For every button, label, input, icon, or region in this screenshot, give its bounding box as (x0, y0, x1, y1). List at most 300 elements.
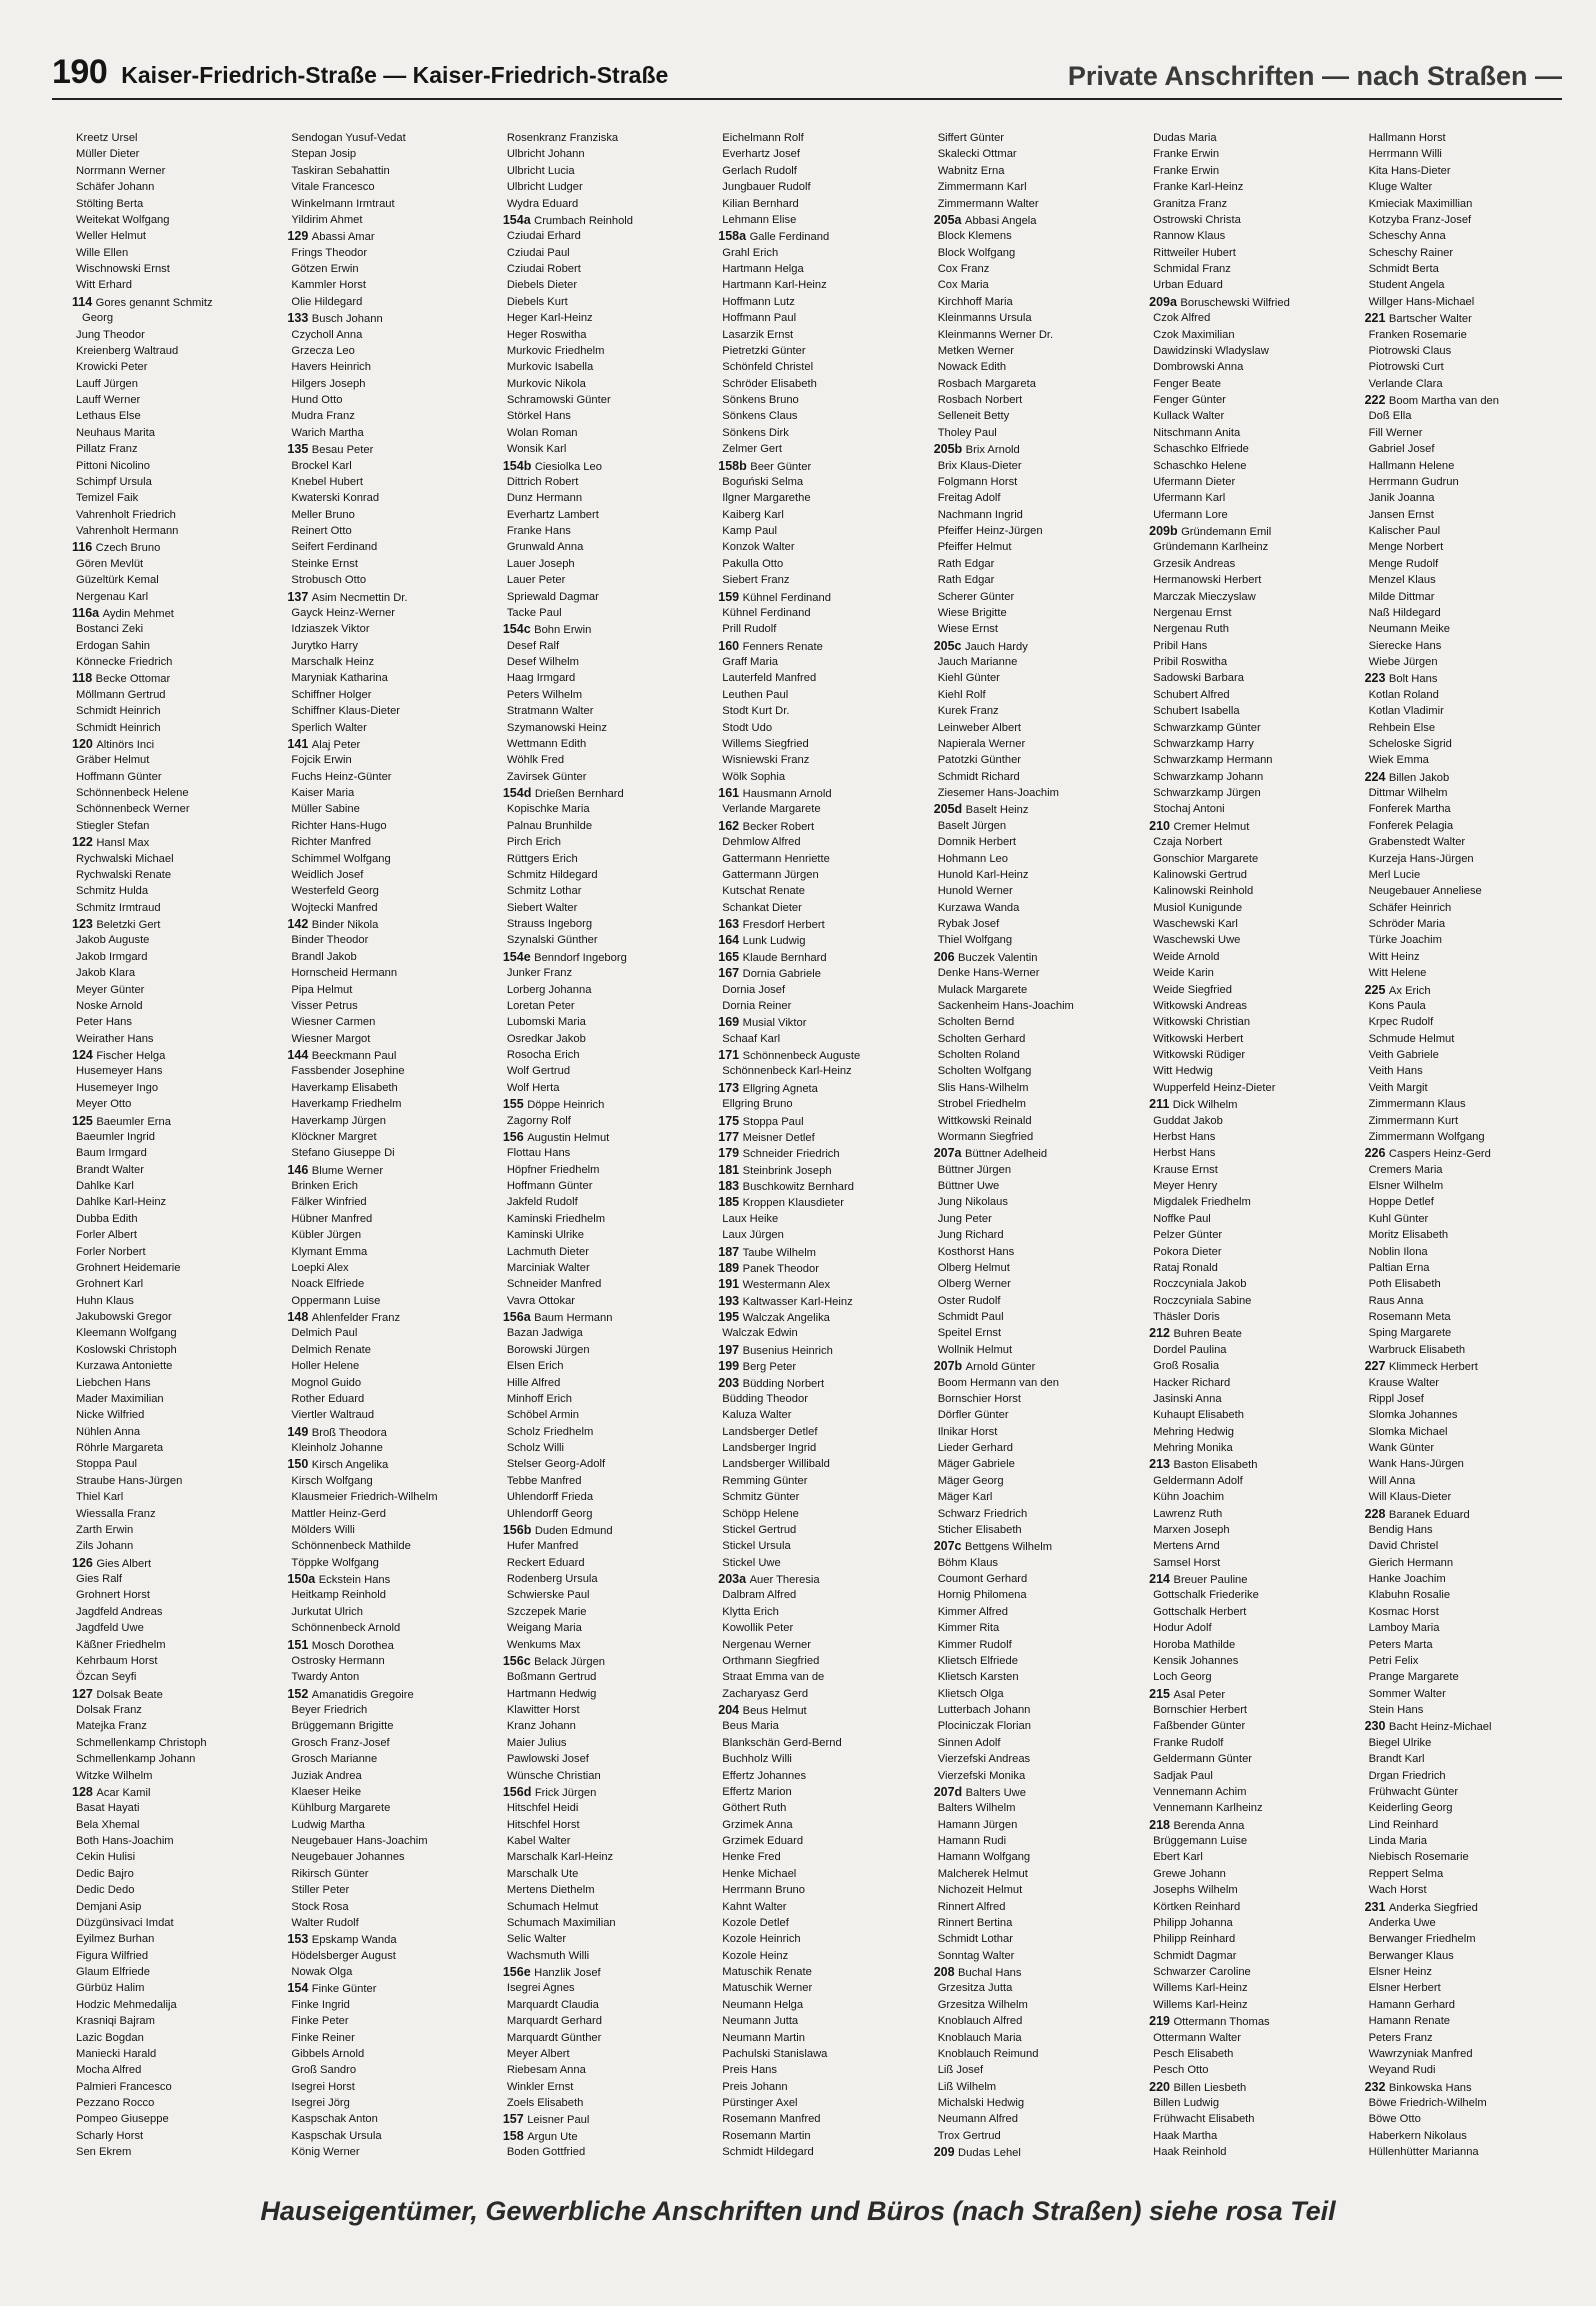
resident-name: Seifert Ferdinand (291, 541, 378, 554)
resident-name: Jakob Klara (76, 967, 136, 980)
resident-name: Hornscheid Hermann (291, 967, 398, 980)
resident-name: Witt Hedwig (1153, 1065, 1213, 1078)
directory-entry (1365, 1882, 1572, 1898)
resident-name: Lauer Joseph (506, 557, 575, 570)
directory-entry (718, 1538, 925, 1554)
directory-entry (934, 294, 1141, 310)
directory-entry (1149, 523, 1356, 539)
directory-entry (72, 1784, 279, 1800)
resident-name: Rychwalski Michael (76, 852, 174, 865)
directory-entry (718, 982, 925, 998)
directory-entry (503, 769, 710, 785)
resident-name: Kozole Heinrich (722, 1933, 801, 1946)
directory-entry (287, 949, 494, 965)
resident-name: Boden Gottfried (506, 2146, 586, 2159)
directory-entry (1365, 1047, 1572, 1063)
resident-name: Jakob Auguste (76, 934, 150, 947)
directory-entry (934, 1620, 1141, 1636)
directory-entry (72, 1800, 279, 1816)
directory-entry (1149, 1735, 1356, 1751)
directory-entry (1149, 2013, 1356, 2029)
resident-name: Ufermann Lore (1153, 508, 1228, 521)
resident-name: Ufermann Karl (1153, 492, 1226, 505)
directory-entry (287, 392, 494, 408)
resident-name: Marquardt Gerhard (506, 2015, 602, 2028)
directory-entry (287, 359, 494, 375)
directory-entry (287, 900, 494, 916)
resident-name: Menge Rudolf (1368, 557, 1439, 570)
resident-name: Peter Hans (76, 1016, 132, 1029)
directory-entry (72, 1506, 279, 1522)
directory-entry (1365, 523, 1572, 539)
resident-name: Düzgünsivaci Imdat (76, 1916, 174, 1929)
directory-entry (1365, 1489, 1572, 1505)
directory-entry (718, 277, 925, 293)
directory-entry (1149, 179, 1356, 195)
directory-entry (287, 1506, 494, 1522)
directory-entry (1365, 932, 1572, 948)
resident-name: Finke Reiner (291, 2031, 355, 2044)
directory-entry (72, 801, 279, 817)
directory-entry (503, 589, 710, 605)
resident-name: Herrmann Willi (1368, 148, 1442, 161)
directory-entry (72, 474, 279, 490)
resident-name: Reckert Eduard (506, 1556, 585, 1569)
directory-entry (1149, 605, 1356, 621)
resident-name: Balters Wilhelm (937, 1802, 1016, 1815)
resident-name: Grzesitza Jutta (937, 1982, 1013, 1995)
resident-name: Weide Karin (1153, 967, 1214, 980)
resident-name: Haag Irmgard (506, 672, 576, 685)
resident-name: Warich Martha (291, 426, 364, 439)
resident-name: Vitale Francesco (291, 181, 375, 194)
resident-name: Hüllenhütter Marianna (1368, 2146, 1479, 2159)
resident-name: Steinke Ernst (291, 557, 358, 570)
directory-entry (1149, 474, 1356, 490)
directory-entry (503, 425, 710, 441)
directory-entry (718, 1686, 925, 1702)
resident-name: Hamann Wolfgang (937, 1851, 1031, 1864)
resident-name: Klytta Erich (722, 1605, 779, 1618)
directory-entry (718, 1555, 925, 1571)
resident-name: Napierala Werner (937, 737, 1026, 750)
resident-name: Hallmann Horst (1368, 132, 1446, 144)
resident-name: Anderka Uwe (1368, 1916, 1436, 1929)
resident-name: Besau Peter (311, 444, 374, 457)
resident-name: Kühnel Ferdinand (722, 606, 811, 619)
resident-name: Epskamp Wanda (311, 1934, 397, 1947)
directory-entry (503, 605, 710, 621)
directory-entry (72, 1325, 279, 1341)
directory-entry (1149, 867, 1356, 883)
directory-entry (503, 1047, 710, 1063)
resident-name: Wünsche Christian (506, 1769, 601, 1782)
directory-entry (503, 1866, 710, 1882)
resident-name: Mosch Dorothea (311, 1639, 394, 1652)
directory-entry (718, 1178, 925, 1194)
directory-entry (503, 1440, 710, 1456)
resident-name: Neugebauer Anneliese (1368, 885, 1482, 898)
resident-name: Matuschik Werner (722, 1982, 813, 1995)
house-number: 127 (72, 1686, 97, 1701)
resident-name: Norrmann Werner (76, 164, 166, 177)
resident-name: Grosch Franz-Josef (291, 1736, 390, 1749)
resident-name: Rittweiler Hubert (1153, 246, 1236, 259)
house-number: 116 (72, 540, 96, 555)
resident-name: Büdding Norbert (742, 1377, 825, 1390)
resident-name: Dornia Reiner (722, 999, 792, 1012)
directory-entry (287, 228, 494, 244)
directory-entry (718, 458, 925, 474)
directory-entry (1365, 654, 1572, 670)
directory-entry (503, 1473, 710, 1489)
resident-name: Winkelmann Irmtraut (291, 197, 395, 210)
resident-name: Scholz Willi (506, 1442, 565, 1454)
resident-name: Pezzano Rocco (76, 2097, 155, 2109)
house-number: 163 (718, 917, 743, 931)
resident-name: Kaminski Ulrike (506, 1229, 584, 1242)
directory-entry (718, 1604, 925, 1620)
directory-entry (72, 179, 279, 195)
directory-entry (287, 1915, 494, 1931)
resident-name: Nowak Olga (291, 1966, 353, 1978)
house-number: 185 (718, 1195, 743, 1210)
directory-columns (72, 130, 1572, 2162)
directory-entry (1149, 1260, 1356, 1276)
directory-entry (1365, 1522, 1572, 1538)
directory-entry (934, 720, 1141, 736)
directory-entry (934, 638, 1141, 654)
directory-entry (1365, 1080, 1572, 1096)
resident-name: Effertz Marion (722, 1785, 792, 1798)
directory-entry (934, 1375, 1141, 1391)
directory-entry (718, 720, 925, 736)
directory-entry (1149, 1047, 1356, 1063)
directory-entry (934, 556, 1141, 572)
resident-name: Kaluza Walter (722, 1409, 792, 1422)
resident-name: Josephs Wilhelm (1153, 1884, 1238, 1897)
resident-name: Groß Sandro (291, 2064, 357, 2077)
directory-entry (287, 1031, 494, 1047)
resident-name: Sinnen Adolf (937, 1736, 1001, 1749)
resident-name: Berenda Anna (1173, 1819, 1245, 1832)
directory-entry (934, 949, 1141, 965)
resident-name: Witt Erhard (76, 279, 132, 292)
directory-entry (934, 1063, 1141, 1079)
resident-name: Wiese Brigitte (937, 606, 1007, 619)
directory-entry (72, 343, 279, 359)
directory-entry (287, 818, 494, 834)
directory-entry (934, 1653, 1141, 1669)
directory-entry (718, 1063, 925, 1079)
house-number: 207c (933, 1539, 965, 1554)
directory-entry (718, 703, 925, 719)
directory-entry (72, 310, 279, 326)
directory-entry (503, 245, 710, 261)
directory-entry (1149, 343, 1356, 359)
directory-entry (503, 785, 710, 801)
directory-entry (1149, 2144, 1356, 2160)
resident-name: Peters Wilhelm (506, 688, 583, 701)
directory-entry (287, 2095, 494, 2111)
resident-name: Brix Klaus-Dieter (937, 459, 1022, 472)
resident-name: Fresdorf Herbert (742, 919, 825, 931)
resident-name: Ottermann Thomas (1173, 2016, 1270, 2029)
resident-name: Schmidt Heinrich (76, 705, 161, 718)
resident-name: Czech Bruno (95, 542, 161, 555)
resident-name: Meyer Albert (506, 2047, 570, 2060)
directory-entry (718, 752, 925, 768)
directory-entry (1365, 769, 1572, 785)
resident-name: Murkovic Isabella (506, 361, 594, 374)
resident-name: Liß Josef (937, 2064, 984, 2077)
house-number: 189 (718, 1260, 743, 1275)
directory-entry (72, 425, 279, 441)
resident-name: Figura Wilfried (76, 1949, 149, 1962)
resident-name: Wollnik Helmut (937, 1343, 1013, 1356)
resident-name: Lamboy Maria (1368, 1622, 1440, 1635)
resident-name: Klietsch Karsten (937, 1671, 1019, 1684)
directory-entry (934, 146, 1141, 162)
directory-entry (718, 2079, 925, 2095)
directory-entry (1149, 818, 1356, 834)
house-number: 227 (1364, 1359, 1389, 1374)
directory-entry (1365, 1325, 1572, 1341)
directory-entry (1365, 343, 1572, 359)
resident-name: Pirch Erich (506, 836, 561, 849)
directory-entry (1365, 376, 1572, 392)
resident-name: Wank Hans-Jürgen (1368, 1458, 1464, 1471)
resident-name: Ellgring Agneta (742, 1082, 818, 1095)
resident-name: Kullack Walter (1153, 410, 1225, 423)
directory-entry (72, 1669, 279, 1685)
resident-name: Baselt Heinz (965, 804, 1029, 817)
resident-name: Mäger Georg (937, 1474, 1004, 1487)
resident-name: Klawitter Horst (506, 1704, 580, 1716)
directory-entry (72, 1915, 279, 1931)
resident-name: Gräber Helmut (76, 754, 150, 767)
directory-entry (718, 1833, 925, 1849)
directory-entry (718, 146, 925, 162)
house-number: 124 (72, 1048, 97, 1062)
resident-name: Kiehl Günter (937, 672, 1000, 685)
resident-name: Büttner Uwe (937, 1180, 1000, 1192)
directory-entry (934, 523, 1141, 539)
resident-name: Nicke Wilfried (76, 1409, 145, 1422)
directory-entry (72, 556, 279, 572)
resident-name: Büdding Theodor (722, 1392, 808, 1405)
directory-entry (72, 1538, 279, 1554)
resident-name: Fenger Günter (1153, 394, 1226, 406)
directory-entry (934, 1980, 1141, 1996)
resident-name: Krowicki Peter (76, 361, 148, 374)
resident-name: Ax Erich (1388, 984, 1431, 997)
resident-name: Käßner Friedhelm (76, 1638, 166, 1651)
resident-name: Kozole Detlef (722, 1916, 789, 1929)
directory-entry (1149, 1145, 1356, 1161)
resident-name: Flottau Hans (506, 1147, 571, 1160)
resident-name: Witkowski Herbert (1153, 1032, 1244, 1045)
resident-name: Migdalek Friedhelm (1153, 1196, 1251, 1209)
directory-entry (1149, 851, 1356, 867)
directory-entry (503, 720, 710, 736)
resident-name: Sadjak Paul (1153, 1769, 1213, 1782)
house-number: 158 (502, 2128, 528, 2143)
directory-entry (1149, 2030, 1356, 2046)
resident-name: Poth Elisabeth (1368, 1278, 1441, 1291)
resident-name: Türke Joachim (1368, 934, 1442, 947)
directory-entry (72, 769, 279, 785)
directory-entry (1149, 294, 1356, 310)
resident-name: Fenners Renate (742, 640, 823, 653)
resident-name: Strobusch Otto (291, 574, 367, 587)
resident-name: Meisner Detlef (742, 1131, 815, 1144)
resident-name: Kosthorst Hans (937, 1245, 1015, 1258)
resident-name: Kaspschak Ursula (291, 2129, 382, 2142)
resident-name: Kowollik Peter (722, 1622, 794, 1635)
resident-name: Kmieciak Maximillian (1368, 197, 1473, 210)
directory-entry (72, 1162, 279, 1178)
resident-name: Klausmeier Friedrich-Wilhelm (291, 1491, 438, 1504)
directory-entry (1365, 146, 1572, 162)
resident-name: Wiessalla Franz (76, 1507, 156, 1520)
directory-entry (1365, 1653, 1572, 1669)
directory-entry (1149, 2111, 1356, 2127)
directory-entry (72, 818, 279, 834)
resident-name: Beyer Friedrich (291, 1704, 368, 1716)
directory-entry (1149, 769, 1356, 785)
resident-name: Herrmann Gudrun (1368, 475, 1459, 488)
directory-entry (503, 1997, 710, 2013)
resident-name: Metken Werner (937, 344, 1014, 357)
resident-name: Kalischer Paul (1368, 525, 1441, 537)
resident-name: Yildirim Ahmet (291, 213, 363, 226)
directory-entry (72, 916, 279, 932)
directory-entry (287, 1882, 494, 1898)
resident-name: Körtken Reinhard (1153, 1900, 1241, 1913)
directory-entry (287, 507, 494, 523)
directory-entry (503, 1833, 710, 1849)
directory-entry (503, 1931, 710, 1947)
directory-entry (503, 392, 710, 408)
resident-name: Denke Hans-Werner (937, 967, 1040, 980)
directory-entry (718, 1931, 925, 1947)
resident-name: Scholz Friedhelm (506, 1425, 594, 1438)
directory-entry (1365, 1686, 1572, 1702)
resident-name: Schmidt Paul (937, 1311, 1004, 1323)
resident-name: Stoppa Paul (76, 1458, 137, 1471)
directory-entry (934, 490, 1141, 506)
directory-entry (1365, 196, 1572, 212)
resident-name: Hoffmann Günter (76, 770, 162, 783)
resident-name: Remming Günter (722, 1474, 808, 1487)
directory-entry (1365, 883, 1572, 899)
resident-name: Schwarzkamp Johann (1153, 770, 1264, 783)
directory-entry (1365, 359, 1572, 375)
house-number: 175 (718, 1113, 743, 1128)
directory-entry (934, 1145, 1141, 1161)
directory-entry (503, 1555, 710, 1571)
resident-name: Ahlenfelder Franz (311, 1312, 401, 1324)
resident-name: Wittkowski Reinald (937, 1114, 1032, 1127)
directory-entry (934, 883, 1141, 899)
directory-entry (72, 1080, 279, 1096)
directory-entry (503, 834, 710, 850)
resident-name: Guddat Jakob (1153, 1114, 1223, 1127)
resident-name: Lazic Bogdan (76, 2031, 144, 2044)
directory-entry (503, 458, 710, 474)
directory-entry (72, 1014, 279, 1030)
directory-entry (934, 1604, 1141, 1620)
directory-entry (72, 1113, 279, 1129)
directory-entry (718, 883, 925, 899)
resident-name: Ziesemer Hans-Joachim (937, 787, 1059, 799)
directory-entry (1149, 834, 1356, 850)
directory-entry (1149, 2079, 1356, 2095)
directory-entry (934, 2062, 1141, 2078)
resident-name: Meyer Günter (76, 983, 145, 996)
directory-entry (1365, 1800, 1572, 1816)
resident-name: Schramowski Günter (506, 394, 611, 406)
resident-name: Kirsch Angelika (311, 1459, 389, 1472)
resident-name: Nowack Edith (937, 361, 1007, 374)
resident-name: Wabnitz Erna (937, 164, 1005, 177)
directory-entry (287, 1194, 494, 1210)
directory-entry (503, 163, 710, 179)
resident-name: Jurkutat Ulrich (291, 1605, 363, 1618)
directory-entry (1365, 801, 1572, 817)
directory-entry (287, 621, 494, 637)
directory-entry (934, 1686, 1141, 1702)
resident-name: Sadowski Barbara (1153, 672, 1244, 685)
resident-name: Forler Norbert (76, 1245, 146, 1258)
resident-name: Niebisch Rosemarie (1368, 1851, 1469, 1864)
directory-entry (287, 1473, 494, 1489)
resident-name: Hohmann Leo (937, 852, 1008, 865)
directory-entry (718, 507, 925, 523)
resident-name: Kimmer Alfred (937, 1605, 1008, 1618)
resident-name: Buchholz Willi (722, 1753, 792, 1766)
directory-entry (287, 1227, 494, 1243)
directory-entry (503, 1325, 710, 1341)
directory-entry (1149, 1309, 1356, 1325)
house-number: 213 (1149, 1457, 1174, 1472)
directory-entry (72, 1342, 279, 1358)
resident-name: Rosemann Meta (1368, 1311, 1451, 1323)
directory-entry (718, 2013, 925, 2029)
resident-name: Neugebauer Hans-Joachim (291, 1835, 428, 1847)
resident-name: Baston Elisabeth (1173, 1459, 1258, 1472)
resident-name: Thiel Wolfgang (937, 934, 1013, 947)
directory-entry (934, 539, 1141, 555)
house-number: 209b (1149, 524, 1182, 538)
resident-name: Zils Johann (76, 1540, 134, 1553)
directory-entry (1149, 621, 1356, 637)
resident-name: Wojtecki Manfred (291, 901, 378, 914)
directory-entry (1365, 1538, 1572, 1554)
resident-name: Bendig Hans (1368, 1523, 1433, 1536)
directory-entry (1365, 621, 1572, 637)
resident-name: Dahlke Karl (76, 1180, 134, 1192)
directory-entry (287, 1669, 494, 1685)
directory-entry (287, 982, 494, 998)
directory-entry (287, 965, 494, 981)
resident-name: Hilgers Joseph (291, 377, 366, 390)
resident-name: Lutterbach Johann (937, 1704, 1031, 1716)
directory-entry (934, 2079, 1141, 2095)
directory-entry (72, 949, 279, 965)
resident-name: Scheschy Rainer (1368, 246, 1454, 259)
